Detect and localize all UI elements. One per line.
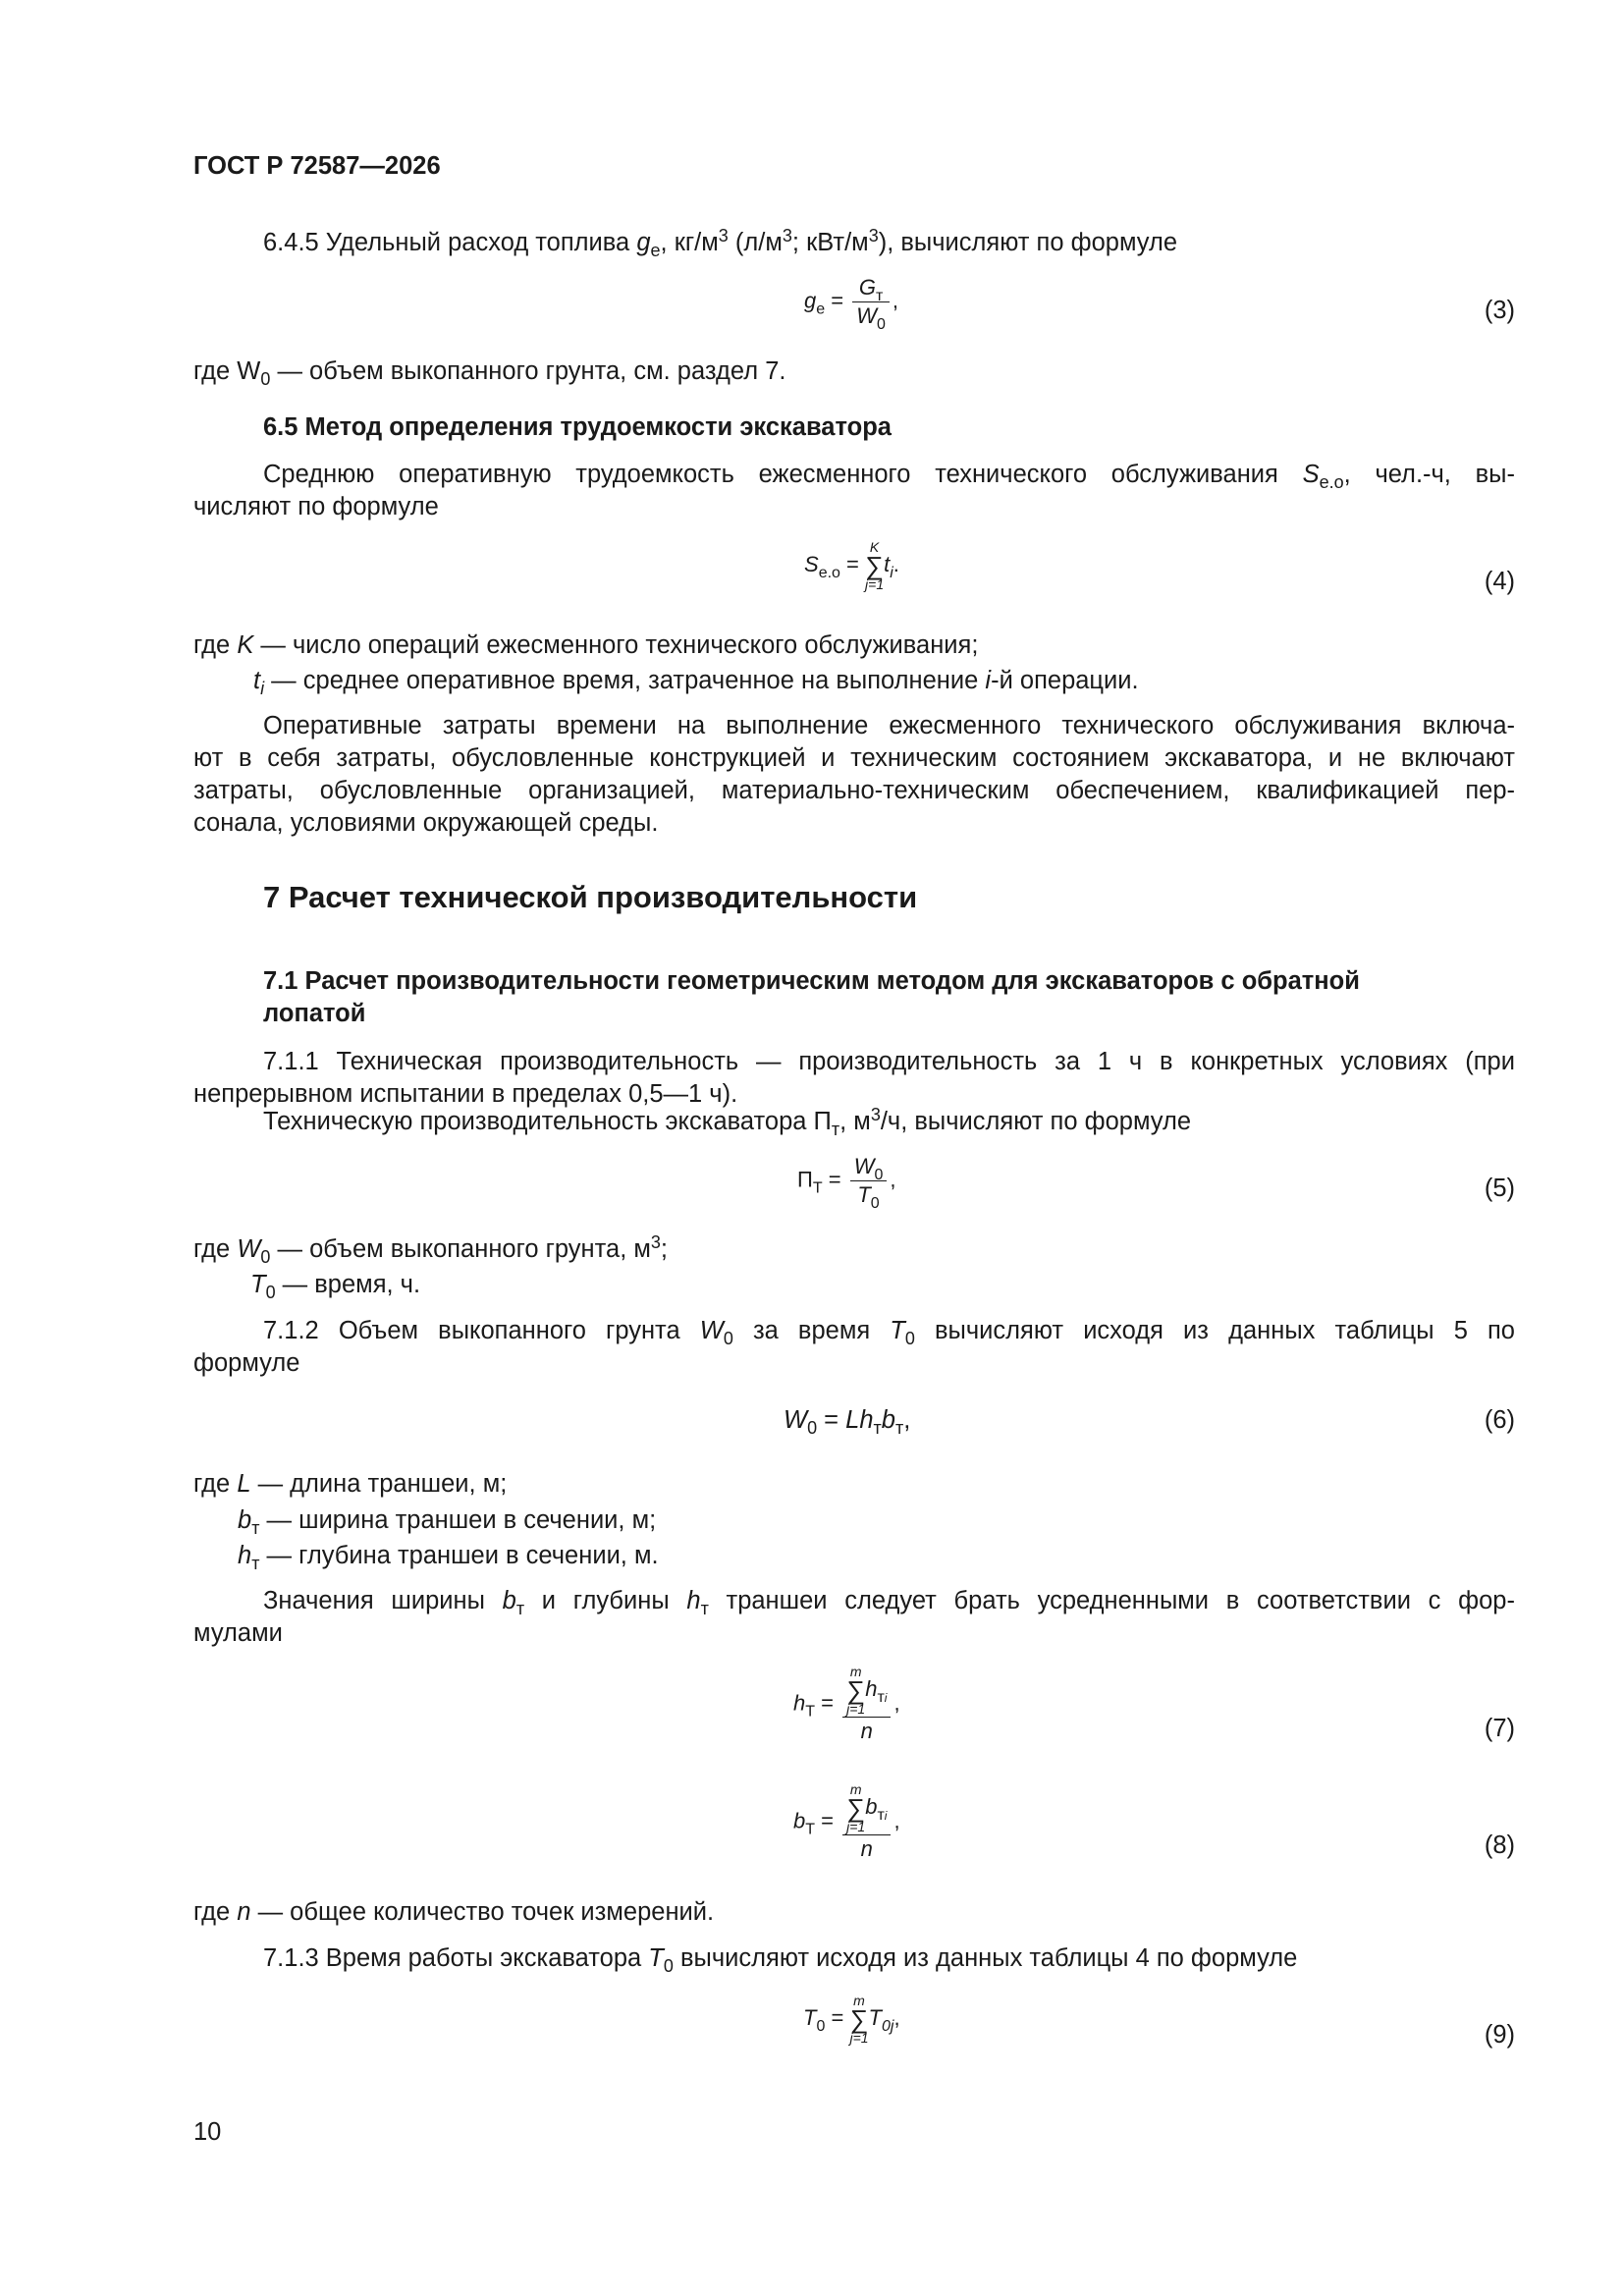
where-n: где n — общее количество точек измерений.	[193, 1898, 715, 1926]
where-w0: где $W_0$ — объем выкопанного грунта, см. раздел 7.	[193, 357, 786, 389]
fraction: $\frac{W_0}{T_0}$	[850, 1154, 888, 1208]
paragraph-6-5: Среднюю оперативную трудоемкость ежесменного технического обслуживания $S_{e.o}$, чел.-ч, вы- числяют по формуле	[193, 461, 1515, 520]
equation-number-5: (5)	[1484, 1175, 1515, 1202]
fraction: $\frac{G_т}{W_0}$	[852, 275, 890, 329]
formula-3: $g_e$ = $\frac{G_т}{W_0}$ ,	[804, 275, 899, 333]
summation: K ∑ j=1	[865, 539, 885, 592]
where-ti: $t_i$ — среднее оперативное время, затраченное на выполнение i-й операции.	[253, 667, 1139, 698]
equation-number-3: (3)	[1484, 297, 1515, 324]
where-ht: $h_т$ — глубина траншеи в сечении, м.	[238, 1542, 659, 1573]
equation-number-8: (8)	[1484, 1831, 1515, 1859]
equation-number-4: (4)	[1484, 568, 1515, 595]
formula-9: $T_0 = m$ ∑ $j=1T_{0j}$,	[803, 1993, 900, 2046]
where-k: где K — число операций ежесменного технического обслуживания;	[193, 631, 979, 659]
section-heading-6-5: 6.5 Метод определения трудоемкости экскаватора	[263, 413, 892, 441]
section-heading-7: 7 Расчет технической производительности	[263, 880, 918, 914]
formula-8: $b_Т$ = m ∑ $j=1b_{тi}$ n ,	[793, 1781, 900, 1861]
summation: m ∑ j=1	[846, 1781, 866, 1834]
page-number: 10	[193, 2118, 222, 2146]
fraction: m ∑ $j=1h_{тi}$ n	[842, 1665, 891, 1744]
where-w0-m3: где $W_0$ — объем выкопанного грунта, $м^3$;	[193, 1232, 669, 1267]
paragraph-averaged-values: Значения ширины $b_т$ и глубины $h_т$ траншеи следует брать усредненными в соответствии с фор- мулами	[193, 1587, 1515, 1647]
paragraph-7-1-1: 7.1.1 Техническая производительность — производительность за 1 ч в конкретных условиях (при непрерывном испытании в пределах 0,5—1 ч).	[193, 1048, 1515, 1108]
section-heading-7-1: 7.1 Расчет производительности геометрическим методом для экскаваторов с обратной лопатой	[263, 967, 1360, 1027]
equation-number-7: (7)	[1484, 1715, 1515, 1742]
paragraph-6-4-5: 6.4.5 Удельный расход топлива $g_e$, $кг/м^3$ ($л/м^3$; кВт/$м^3$), вычисляют по формуле	[263, 226, 1178, 260]
where-t0: $T_0$ — время, ч.	[250, 1271, 421, 1302]
formula-5: $П_Т$ = $\frac{W_0}{T_0}$ ,	[797, 1154, 896, 1212]
document-header: ГОСТ Р 72587—2026	[193, 152, 441, 180]
formula-6: $W_0 = Lh_тb_т$,	[784, 1406, 911, 1438]
equation-number-9: (9)	[1484, 2021, 1515, 2049]
formula-7: $h_Т$ = m ∑ $j=1h_{тi}$ n ,	[793, 1664, 900, 1743]
summation: m ∑ j=1	[846, 1664, 866, 1717]
fraction: m ∑ $j=1b_{тi}$ n	[842, 1782, 891, 1862]
paragraph-7-1-3: 7.1.3 Время работы экскаватора $T_0$ вычисляют исходя из данных таблицы 4 по формуле	[263, 1944, 1298, 1976]
summation: m ∑ j=1	[849, 1993, 869, 2046]
formula-4: $S_{e.o} = K$ ∑ $j=1t_i$.	[804, 539, 899, 592]
equation-number-6: (6)	[1484, 1406, 1515, 1434]
paragraph-7-1-2: 7.1.2 Объем выкопанного грунта $W_0$ за время $T_0$ вычисляют исходя из данных таблицы 5 по формуле	[193, 1317, 1515, 1377]
paragraph-operative-costs: Оперативные затраты времени на выполнение ежесменного технического обслуживания включа- ют в себя затраты, обусловленные конструкцией и техническим состоянием экскаватора, и не включают затраты, обусловленные организацией, материально-техническим обеспечением, квалификацией пер- сонала, условиями окружающей среды.	[193, 712, 1515, 837]
where-bt: $b_т$ — ширина траншеи в сечении, м;	[238, 1506, 657, 1538]
where-l: где L — длина траншеи, м;	[193, 1470, 508, 1498]
paragraph-7-1-1-formula-intro: Техническую производительность экскаватора $П_т$, $м^3/ч$, вычисляют по формуле	[263, 1105, 1192, 1139]
